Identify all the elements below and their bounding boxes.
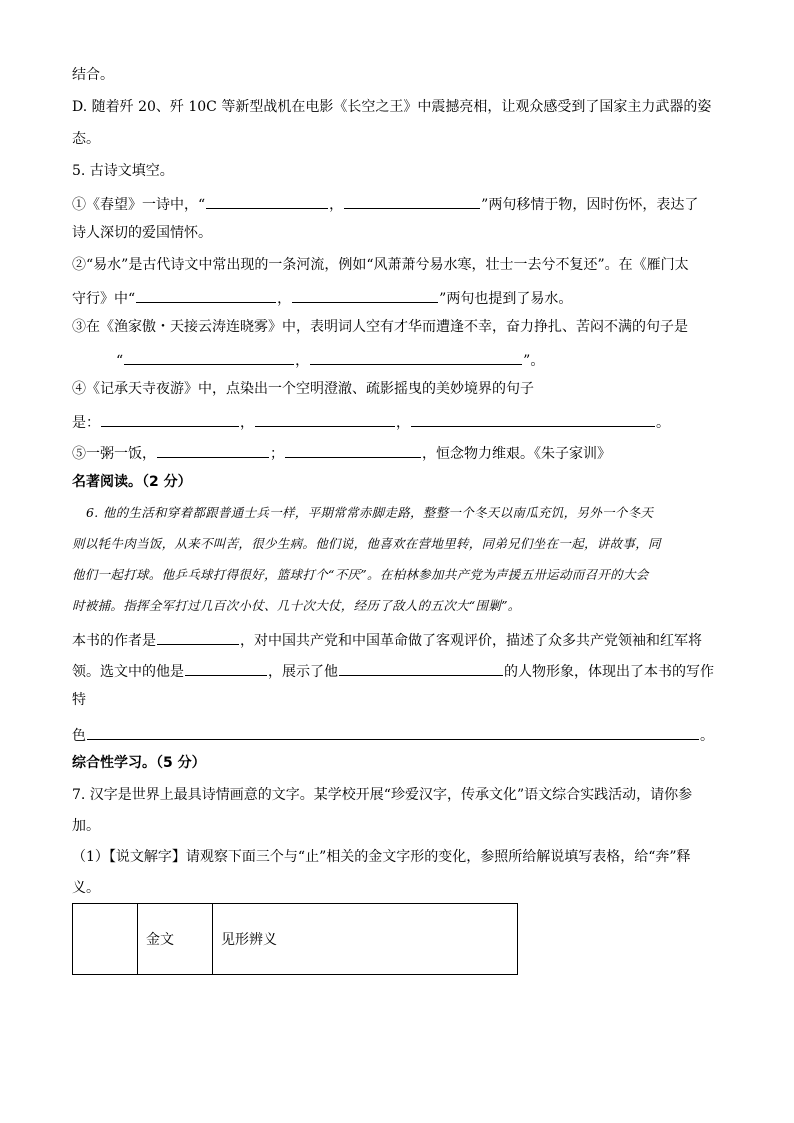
fill-line <box>72 286 572 309</box>
text-segment: 是： <box>72 415 100 431</box>
answer-blank[interactable] <box>87 723 699 740</box>
answer-blank[interactable] <box>101 410 239 427</box>
text-segment: ”。 <box>523 353 545 369</box>
text-line: 态。 <box>72 131 100 147</box>
answer-blank[interactable] <box>344 192 480 209</box>
fill-line <box>72 628 702 651</box>
question-heading: 5. 古诗文填空。 <box>72 163 174 179</box>
text-line: D. 随着歼 20、歼 10C 等新型战机在电影《长空之王》中震撼亮相，让观众感受到了国家主力武器的姿 <box>72 99 712 115</box>
text-segment: 领。选文中的他是 <box>72 664 184 680</box>
answer-blank[interactable] <box>310 348 522 365</box>
text-segment: 的人物形象，体现出了本书的写作 <box>504 664 714 680</box>
text-line: ③在《渔家傲・天接云涛连晓雾》中，表明词人空有才华而遭逢不幸，奋力挣扎、苦闷不满的句子是 <box>72 319 688 335</box>
text-line: 特 <box>72 692 86 708</box>
text-segment: ①《春望》一诗中，“ <box>72 197 206 213</box>
answer-blank[interactable] <box>292 286 438 303</box>
fill-line <box>72 659 714 682</box>
table-cell-meaning: 见形辨义 <box>213 904 518 975</box>
section-heading: 综合性学习。（5 分） <box>72 755 206 771</box>
text-line: ④《记承天寺夜游》中，点染出一个空明澄澈、疏影摇曳的美妙境界的句子 <box>72 381 534 397</box>
passage-line: 他们一起打球。他乒乓球打得很好，篮球打个“不厌”。在柏林参加共产党为声援五卅运动而召开的大会 <box>72 567 649 582</box>
text-line: ②“易水”是古代诗文中常出现的一条河流，例如“风萧萧兮易水寒，壮士一去兮不复还”。在《雁门太 <box>72 257 689 273</box>
text-line: 结合。 <box>72 67 114 83</box>
fill-line <box>72 723 714 746</box>
fill-line <box>116 348 544 371</box>
text-segment: ，对中国共产党和中国革命做了客观评价，描述了众多共产党领袖和红军将 <box>240 633 702 649</box>
answer-blank[interactable] <box>185 659 267 676</box>
text-line: 诗人深切的爱国情怀。 <box>72 225 212 241</box>
answer-blank[interactable] <box>411 410 655 427</box>
text-segment: ， <box>396 415 410 431</box>
text-segment: 。 <box>656 415 670 431</box>
text-segment: 色 <box>72 728 86 744</box>
text-segment: ， <box>295 353 310 369</box>
text-segment: ，展示了他 <box>268 664 338 680</box>
text-segment: 守行》中“ <box>72 291 136 307</box>
text-segment: ， <box>277 291 292 307</box>
passage-line: 则以牦牛肉当饭，从来不叫苦，很少生病。他们说，他喜欢在营地里转，同弟兄们坐在一起，讲故事，同 <box>72 536 661 551</box>
passage-line: 时被捕。指挥全军打过几百次小仗、几十次大仗，经历了敌人的五次大“围剿”。 <box>72 598 521 613</box>
fill-line <box>72 441 611 464</box>
text-segment: ， <box>329 197 344 213</box>
answer-blank[interactable] <box>255 410 395 427</box>
text-segment: ； <box>270 446 284 462</box>
text-segment: ”两句移情于物，因时伤怀，表达了 <box>481 197 699 213</box>
passage-line: 6. 他的生活和穿着都跟普通士兵一样，平期常常赤脚走路，整整一个冬天以南瓜充饥，另外一个冬天 <box>86 505 654 520</box>
fill-line <box>72 192 698 215</box>
answer-blank[interactable] <box>157 628 239 645</box>
text-segment: 本书的作者是 <box>72 633 156 649</box>
text-line: 加。 <box>72 818 100 834</box>
text-segment: ⑤一粥一饭， <box>72 446 156 462</box>
answer-blank[interactable] <box>285 441 421 458</box>
answer-blank[interactable] <box>339 659 503 676</box>
answer-blank[interactable] <box>124 348 294 365</box>
text-segment: ”两句也提到了易水。 <box>439 291 573 307</box>
table-cell-blank[interactable] <box>73 904 138 975</box>
text-segment: ，恒念物力维艰。《朱子家训》 <box>422 446 611 462</box>
text-line: 7. 汉字是世界上最具诗情画意的文字。某学校开展“珍爱汉字，传承文化”语文综合实践活动，请你参 <box>72 787 693 803</box>
text-segment: “ <box>116 353 124 369</box>
text-segment: ， <box>240 415 254 431</box>
text-line: （1）【说文解字】请观察下面三个与“止”相关的金文字形的变化，参照所给解说填写表格，给“奔”释 <box>72 849 691 865</box>
text-line: 义。 <box>72 880 100 896</box>
answer-blank[interactable] <box>136 286 276 303</box>
fill-line <box>72 410 670 433</box>
answer-table <box>72 903 518 975</box>
answer-blank[interactable] <box>206 192 328 209</box>
text-segment: 。 <box>700 728 714 744</box>
answer-blank[interactable] <box>157 441 269 458</box>
section-heading: 名著阅读。（2 分） <box>72 474 192 490</box>
table-cell-jinwen: 金文 <box>138 904 213 975</box>
table-row <box>73 904 518 975</box>
